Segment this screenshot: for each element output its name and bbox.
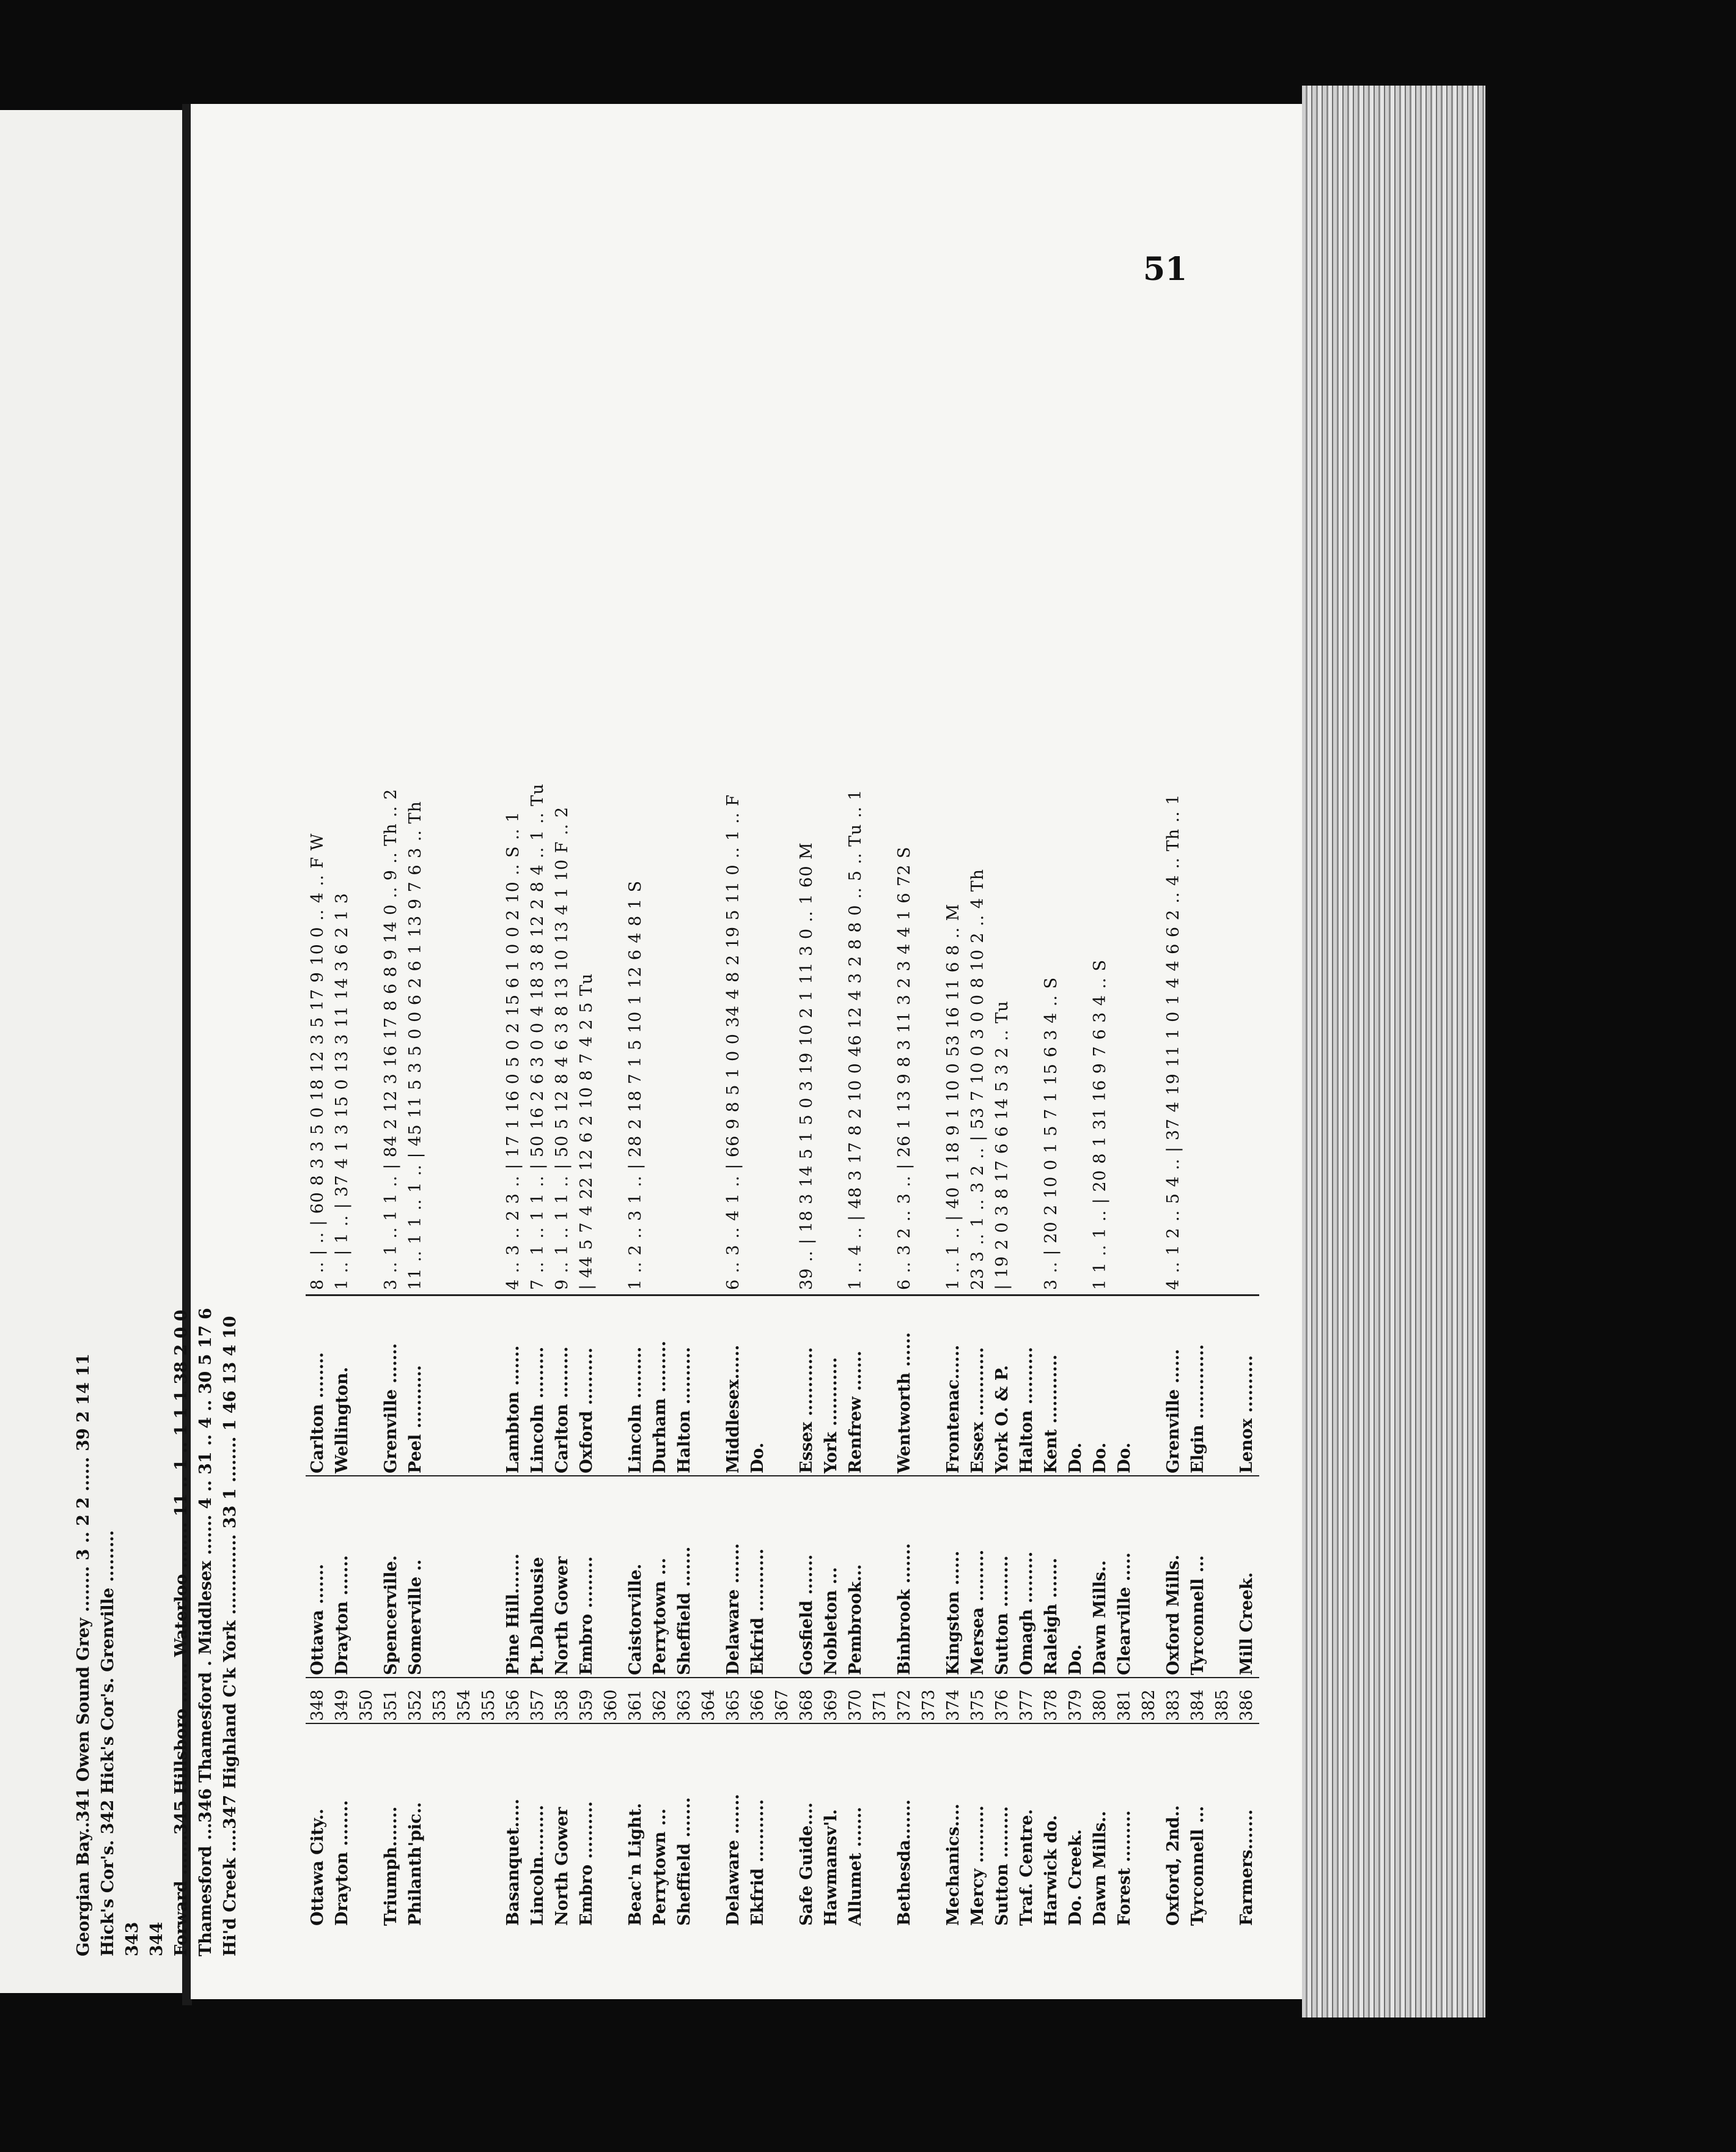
lodge-number: 369 [822,1689,840,1721]
lodge-number: 364 [699,1689,718,1721]
lodge-statistics: 1 1 .. 1 .. | 20 8 1 31 16 9 7 6 3 4 .. S [1091,959,1109,1290]
lodge-name: Oxford, 2nd.. [1164,1805,1183,1926]
lodge-number: 351 [381,1689,400,1721]
table-row [868,397,892,1926]
table-row [1137,397,1161,1926]
lodge-name: Forest ......... [1115,1810,1134,1926]
table-row [1039,397,1064,1926]
lodge-county: Grenville ...... [1164,1349,1183,1473]
left-row: 343 [123,1922,142,1956]
lodge-place: Pine Hill....... [504,1553,523,1675]
lodge-number: 386 [1237,1689,1256,1721]
lodge-number: 379 [1066,1689,1085,1721]
lodge-place: Perrytown ... [650,1558,669,1675]
table-row [672,397,697,1926]
lodge-number: 376 [993,1689,1012,1721]
lodge-name: Sutton ......... [993,1806,1012,1926]
lodge-name: Hawmansv'l. [822,1809,840,1926]
lodge-number: 360 [601,1689,620,1721]
table-row [526,397,550,1926]
table-row [355,397,379,1926]
table-row [697,397,721,1926]
lodge-name: Embro .......... [577,1801,596,1926]
table-row [819,397,844,1926]
lodge-place: Clearville ..... [1115,1552,1134,1675]
lodge-statistics: | 44 5 7 4 22 12 6 2 10 8 7 4 2 5 Tu [577,973,596,1290]
lodge-number: 361 [626,1689,645,1721]
lodge-name: Lincoln......... [528,1805,547,1926]
table-row [1186,397,1210,1926]
lodge-county: Halton .......... [1017,1347,1036,1473]
lodge-county: Essex ............ [968,1347,987,1473]
lodge-county: Do. [1115,1442,1134,1473]
lodge-name: Dawn Mills.. [1091,1811,1109,1926]
lodge-place: Raleigh ....... [1042,1558,1061,1675]
lodge-number: 356 [504,1689,523,1721]
lodge-number: 372 [895,1689,914,1721]
lodge-number: 373 [919,1689,938,1721]
lodge-county: Do. [1066,1442,1085,1473]
lodge-number: 352 [406,1689,425,1721]
lodge-county: Oxford .......... [577,1347,596,1473]
lodge-name: Basanquet..... [504,1799,523,1926]
lodge-number: 367 [773,1689,792,1721]
lodge-place: Delaware ....... [724,1543,743,1675]
lodge-name: Mechanics.... [944,1804,963,1926]
table-row [1161,397,1186,1926]
table-row [1210,397,1235,1926]
table-row [1064,397,1088,1926]
lodge-statistics: 23 3 .. 1 .. 3 2 .. | 53 7 10 0 3 0 0 8 10 2 .. 4 Th [968,869,987,1290]
table-row [428,397,452,1926]
table-row [623,397,648,1926]
table-row [1015,397,1039,1926]
lodge-number: 357 [528,1689,547,1721]
lodge-statistics: 1 .. | 1 .. | 37 4 1 3 15 0 13 3 11 14 3 6 2 1 3 [333,892,351,1290]
lodge-county: Carlton ........ [308,1352,327,1473]
lodge-number: 374 [944,1689,963,1721]
lodge-table [306,397,1256,1926]
lodge-place: Somerville .. [406,1559,425,1675]
lodge-county: Wentworth ...... [895,1332,914,1473]
table-row [575,397,599,1926]
lodge-number: 383 [1164,1689,1183,1721]
lodge-number: 366 [748,1689,767,1721]
lodge-statistics: 4 .. 1 2 .. 5 4 .. | 37 4 19 11 1 0 1 4 4 6 6 2 .. 4 .. Th .. 1 [1164,794,1183,1290]
table-row [501,397,526,1926]
table-row [379,397,403,1926]
lodge-place: Omagh ......... [1017,1551,1036,1675]
lodge-number: 363 [675,1689,694,1721]
lodge-statistics: 39 .. | 18 3 14 5 1 5 0 3 19 10 2 1 11 3 0 .. 1 60 M [797,842,816,1290]
lodge-county: Halton .......... [675,1347,694,1473]
table-row [917,397,941,1926]
lodge-place: Mersea ......... [968,1549,987,1675]
lodge-place: Mill Creek. [1237,1572,1256,1675]
lodge-statistics: 7 .. 1 .. 1 1 .. | 50 16 2 6 3 0 0 4 18 3 8 12 2 8 4 .. 1 .. Tu [528,783,547,1290]
lodge-number: 370 [846,1689,865,1721]
lodge-name: Tyrconnell ... [1188,1805,1207,1926]
lodge-place: Ottawa ....... [308,1564,327,1675]
lodge-number: 368 [797,1689,816,1721]
lodge-number: 350 [357,1689,376,1721]
lodge-place: Oxford Mills. [1164,1554,1183,1675]
lodge-county: Grenville ....... [381,1343,400,1473]
table-row [770,397,795,1926]
table-row [477,397,501,1926]
lodge-number: 355 [479,1689,498,1721]
table-row [1088,397,1113,1926]
lodge-name: Safe Guide.... [797,1802,816,1926]
lodge-number: 381 [1115,1689,1134,1721]
lodge-county: Do. [1091,1442,1109,1473]
lodge-statistics: 1 .. 2 .. 3 1 .. | 28 2 18 7 1 5 10 1 12 6 4 8 1 S [626,880,645,1290]
table-row [599,397,623,1926]
lodge-county: Frontenac...... [944,1344,963,1473]
lodge-place: Pembrook... [846,1564,865,1675]
lodge-place: Embro ......... [577,1556,596,1675]
lodge-name: Triumph....... [381,1806,400,1926]
lodge-name: Beac'n Light. [626,1803,645,1926]
lodge-place: Drayton ....... [333,1555,351,1675]
lodge-name: Bethesda....... [895,1799,914,1926]
table-row [990,397,1015,1926]
lodge-place: North Gower [553,1556,572,1675]
table-row [330,397,355,1926]
lodge-statistics: 3 .. | 20 2 10 0 1 5 7 1 15 6 3 4 .. S [1042,976,1061,1290]
table-row [844,397,868,1926]
lodge-name: Sheffield ....... [675,1797,694,1926]
table-row [550,397,575,1926]
lodge-statistics: 9 .. 1 .. 1 1 .. | 50 5 12 8 4 6 3 8 13 10 13 4 1 10 F .. 2 [553,806,572,1290]
lodge-county: Peel ........... [406,1365,425,1473]
lodge-county: Renfrew ....... [846,1351,865,1473]
lodge-place: Dawn Mills.. [1091,1560,1109,1675]
lodge-statistics: 6 .. 3 .. 4 1 .. | 66 9 8 5 1 0 0 34 4 8 2 19 5 11 0 .. 1 .. F [724,794,743,1290]
lodge-place: Nobleton ... [822,1567,840,1675]
lodge-name: Ottawa City.. [308,1808,327,1926]
lodge-number: 385 [1213,1689,1232,1721]
lodge-number: 354 [455,1689,474,1721]
lodge-name: Do. Creek. [1066,1829,1085,1926]
lodge-place: Pt.Dalhousie [528,1557,547,1675]
lodge-place: Tyrconnell ... [1188,1555,1207,1675]
lodge-statistics: 3 .. 1 .. 1 1 .. | 84 2 12 3 16 17 8 6 8 9 14 0 .. 9 .. Th .. 2 [381,788,400,1290]
lodge-statistics: 4 .. 3 .. 2 3 .. | 17 1 16 0 5 0 2 15 6 1 0 0 2 10 .. S .. 1 [504,811,523,1290]
lodge-number: 358 [553,1689,572,1721]
table-row [1113,397,1137,1926]
table-row [721,397,746,1926]
lodge-county: York ............ [822,1357,840,1473]
table-row [941,397,966,1926]
lodge-name: Allumet ....... [846,1807,865,1926]
lodge-county: Lenox .......... [1237,1355,1256,1473]
lodge-county: Lambton ....... [504,1345,523,1473]
lodge-number: 375 [968,1689,987,1721]
lodge-county: York O. & P. [993,1365,1012,1473]
lodge-number: 349 [333,1689,351,1721]
lodge-number: 384 [1188,1689,1207,1721]
lodge-number: 382 [1139,1689,1158,1721]
lodge-statistics: 6 .. 3 2 .. 3 .. | 26 1 13 9 8 3 11 3 2 3 4 4 1 6 72 S [895,846,914,1290]
left-row: Thamesford ...346 Thamesford . Middlesex ....... 4 .. 31 .. 4 .. 30 5 17 6 [196,1308,215,1956]
lodge-place: Spencerville. [381,1555,400,1675]
lodge-name: Perrytown ... [650,1808,669,1926]
left-row: Georgian Bay..341 Owen Sound Grey ........ 3 .. 2 2 ...... 39 2 14 11 [74,1353,93,1956]
lodge-statistics: 1 .. 1 .. | 40 1 18 9 1 10 0 53 16 11 6 8 .. M [944,903,963,1290]
lodge-number: 348 [308,1689,327,1721]
lodge-name: North Gower [553,1807,572,1926]
lodge-statistics: 8 .. | .. | 60 8 3 3 5 0 18 12 3 5 17 9 10 0 .. 4 .. F W [308,833,327,1290]
lodge-county: Lincoln ......... [528,1346,547,1473]
lodge-number: 380 [1091,1689,1109,1721]
lodge-place: Kingston ...... [944,1550,963,1675]
table-row [452,397,477,1926]
lodge-statistics: 11 .. 1 1 .. 1 .. | 45 11 5 3 5 0 0 6 2 6 1 13 9 7 6 3 .. Th [406,801,425,1290]
lodge-number: 378 [1042,1689,1061,1721]
lodge-name: Mercy .......... [968,1805,987,1926]
lodge-county: Wellington. [333,1366,351,1473]
lodge-county: Essex ............ [797,1347,816,1473]
lodge-county: Do. [748,1442,767,1473]
lodge-statistics: 1 .. 4 .. | 48 3 17 8 2 10 0 46 12 4 3 2 8 8 0 .. 5 .. Tu .. 1 [846,789,865,1290]
lodge-place: Gosfield ....... [797,1554,816,1675]
lodge-name: Traf. Centre. [1017,1809,1036,1926]
lodge-name: Harwick do. [1042,1815,1061,1926]
lodge-place: Sheffield ....... [675,1546,694,1675]
lodge-name: Delaware ....... [724,1794,743,1926]
lodge-place: Binbrook ....... [895,1543,914,1675]
lodge-number: 359 [577,1689,596,1721]
table-row [892,397,917,1926]
lodge-county: Middlesex...... [724,1344,743,1473]
lodge-name: Philanth'pic.. [406,1802,425,1926]
table-row [966,397,990,1926]
table-row [795,397,819,1926]
lodge-county: Elgin ............. [1188,1344,1207,1473]
lodge-name: Farmers....... [1237,1809,1256,1926]
lodge-county: Lincoln ......... [626,1346,645,1473]
lodge-number: 362 [650,1689,669,1721]
lodge-statistics: | 19 2 0 3 8 17 6 6 14 5 3 2 .. Tu [993,1000,1012,1290]
page-edges [1302,86,1485,2018]
table-row [746,397,770,1926]
lodge-name: Drayton ........ [333,1800,351,1926]
lodge-place: Sutton ......... [993,1555,1012,1675]
table-row [306,397,330,1926]
left-row: Forward .......345 Hillsboro ....... Waterloo ........ 11 .. 1 .. 1 1 1 38 2 0 0 [172,1310,191,1956]
left-page-table [73,1223,240,1956]
lodge-name: Ekfrid ........... [748,1799,767,1926]
table-row [1235,397,1259,1926]
lodge-number: 371 [870,1689,889,1721]
left-row: 344 [147,1922,166,1956]
page-number: 51 [1143,251,1188,288]
lodge-place: Caistorville. [626,1563,645,1675]
lodge-number: 365 [724,1689,743,1721]
table-row [403,397,428,1926]
lodge-number: 377 [1017,1689,1036,1721]
lodge-place: Ekfrid ........... [748,1548,767,1675]
lodge-county: Carlton ......... [553,1346,572,1473]
left-row: Hi'd Creek ....347 Highland C'k York .............. 33 1 ........ 1 46 13 4 10 [221,1316,240,1956]
left-row: Hick's Cor's. 342 Hick's Cor's. Grenville ......... [98,1530,117,1956]
lodge-number: 353 [430,1689,449,1721]
lodge-county: Durham ......... [650,1341,669,1473]
table-row [648,397,672,1926]
lodge-place: Do. [1066,1644,1085,1675]
lodge-county: Kent ............ [1042,1354,1061,1473]
